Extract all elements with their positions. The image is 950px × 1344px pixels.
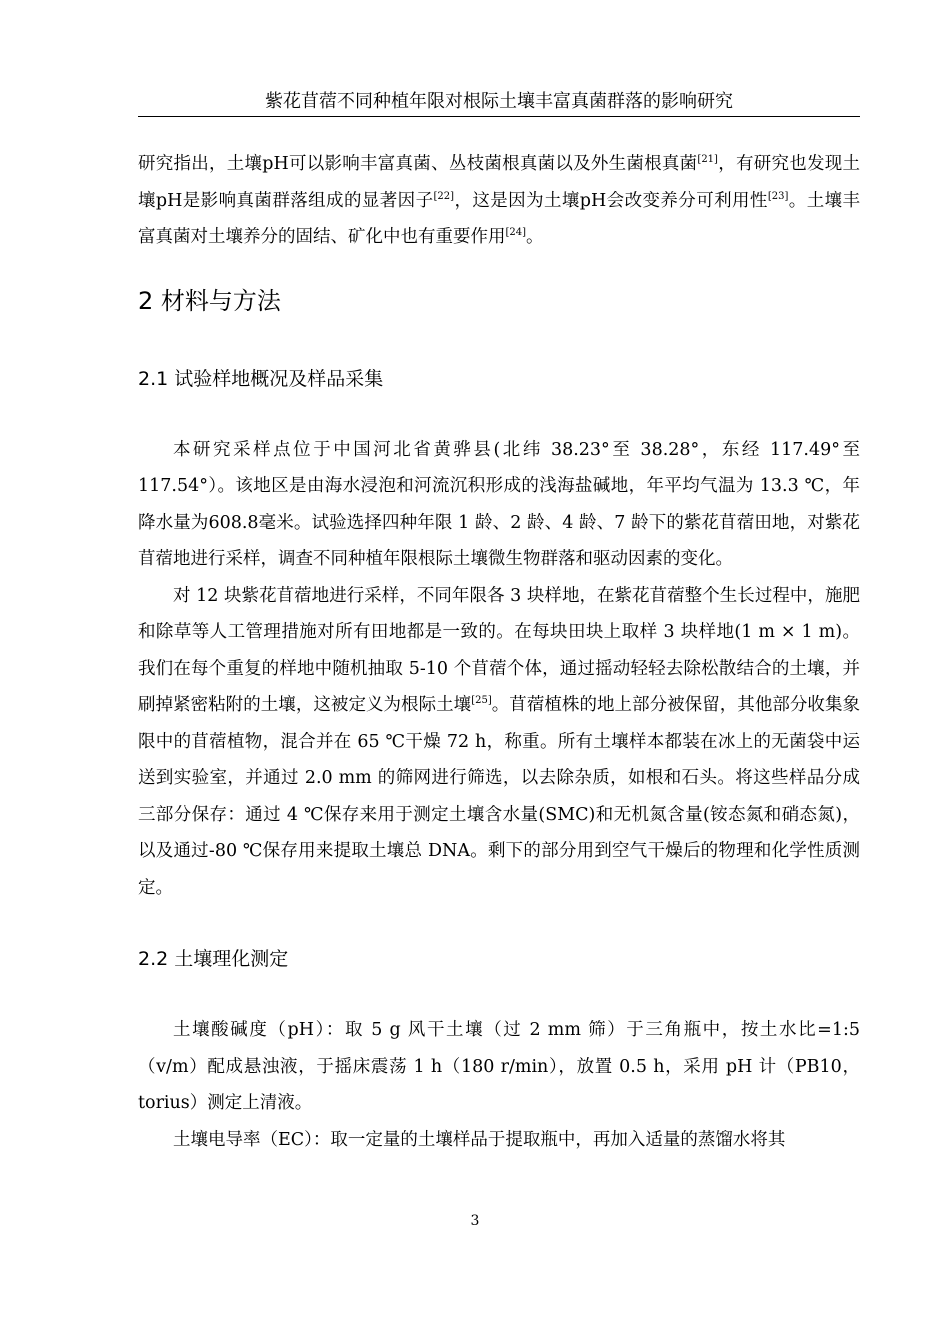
citation-22[interactable]: [22] [433,190,455,202]
intro-paragraph [138,146,860,256]
paragraph-text: 。苜蓿植株的地上部分被保留，其他部分收集象限中的苜蓿植物，混合并在 65 ℃干燥 72 h，称重。所有土壤样本都装在冰上的无菌袋中运送到实验室，并通过 2.0 mm 的筛网进行筛选，以去除杂质，如根和石头。将这些样品分成三部分保存：通过 4 ℃保存来用于测定土壤含水量(SMC)和无机氮含量(铵态氮和硝态氮)，以及通过-80 ℃保存用来提取土壤总 DNA。剩下的部分用到空气干燥后的物理和化学性质测定。 [138,695,861,898]
section-2-1-heading: 2.1 试验样地概况及样品采集 [138,367,384,390]
citation-21[interactable]: [21] [697,154,718,166]
intro-text: ，这是因为土壤pH会改变养分可利用性 [454,190,768,211]
page-number: 3 [470,1213,480,1229]
intro-text: ，有研究也发现土壤pH是影响真菌群落组成的显著因子 [138,154,861,211]
citation-24[interactable]: [24] [505,227,527,239]
citation-25[interactable]: [25] [471,695,492,707]
intro-text: 研究指出，土壤pH可以影响丰富真菌、丛枝菌根真菌以及外生菌根真菌 [138,154,698,174]
page-content [138,146,860,1158]
citation-23[interactable]: [23] [767,190,789,202]
intro-text: 。土壤丰富真菌对土壤养分的固结、矿化中也有重要作用 [138,190,861,247]
section-2-2-paragraph-1: 土壤酸碱度（pH）：取 5 g 风干土壤（过 2 mm 筛）于三角瓶中，按土水比=1:5（v/m）配成悬浊液，于摇床震荡 1 h（180 r/min），放置 0.5 h，采用 pH 计（PB10，torius）测定上清液。 [138,1020,860,1113]
section-2-heading: 2 材料与方法 [138,286,281,315]
running-header: 紫花苜蓿不同种植年限对根际土壤丰富真菌群落的影响研究 [138,90,860,117]
section-2-1-paragraph-2 [138,578,860,907]
section-2-2-paragraph-2: 土壤电导率（EC）：取一定量的土壤样品于提取瓶中，再加入适量的蒸馏水将其 [173,1129,786,1150]
section-2-1-paragraph-1: 本研究采样点位于中国河北省黄骅县(北纬 38.23°至 38.28°，东经 117.49°至 117.54°）。该地区是由海水浸泡和河流沉积形成的浅海盐碱地，年平均气温为 13.3 ℃，年降水量为608.8毫米。试验选择四种年限 1 龄、2 龄、4 龄、7 龄下的紫花苜蓿田地，对紫花苜蓿地进行采样，调查不同种植年限根际土壤微生物群落和驱动因素的变化。 [138,439,860,569]
intro-text: 。 [526,227,544,247]
section-2-2-heading: 2.2 土壤理化测定 [138,948,289,970]
paragraph-text: 对 12 块紫花苜蓿地进行采样，不同年限各 3 块样地，在紫花苜蓿整个生长过程中，施肥和除草等人工管理措施对所有田地都是一致的。在每块田块上取样 3 块样地(1 m × 1 m)。我们在每个重复的样地中随机抽取 5-10 个苜蓿个体，通过摇动轻轻去除松散结合的土壤，并刷掉紧密粘附的土壤，这被定义为根际土壤 [138,585,860,715]
